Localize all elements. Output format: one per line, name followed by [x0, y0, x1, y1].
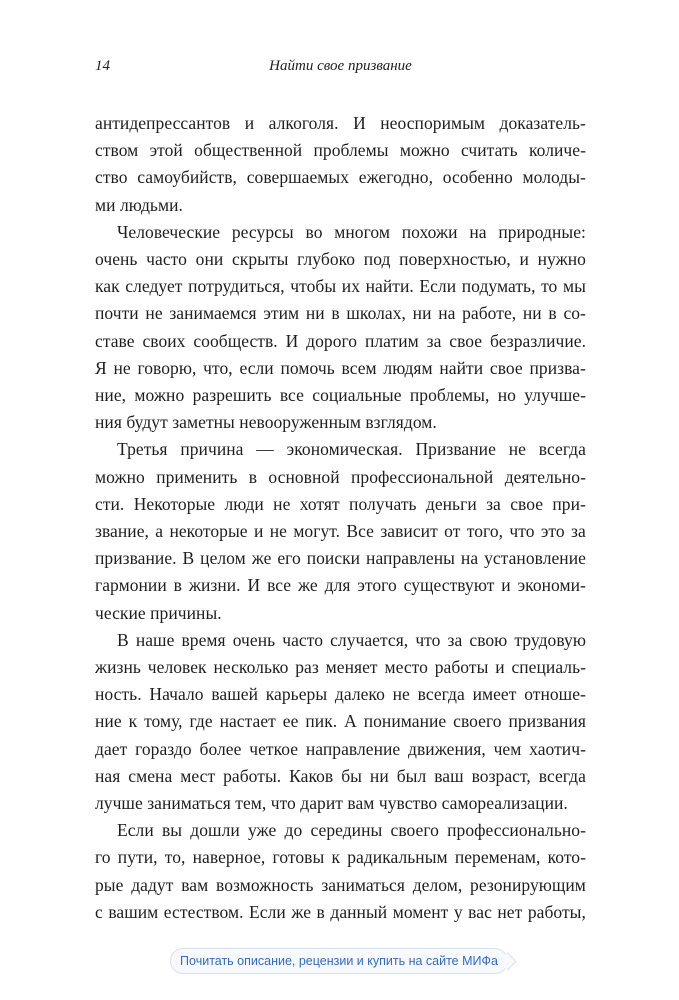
text-line: ми людьми.: [95, 194, 183, 215]
body-text: [95, 110, 586, 926]
text-line: го пути, то, наверное, готовы к радикальным переменам, кото-: [95, 847, 586, 868]
text-line: В наше время очень часто случается, что за свою трудовую: [117, 629, 586, 650]
buy-on-mif-link[interactable]: [170, 948, 508, 974]
page-number: 14: [95, 58, 110, 74]
text-line: с вашим естеством. Если же в данный момент у вас нет работы,: [95, 901, 586, 922]
paragraph: [95, 817, 586, 926]
text-line: антидепрессантов и алкоголя. И неоспоримым доказатель-: [95, 113, 586, 133]
text-line: ность. Начало вашей карьеры далеко не всегда имеет отноше-: [95, 684, 586, 705]
text-line: ставе своих сообществ. И дорого платим за свое безразличие.: [95, 330, 586, 351]
text-line: ние, можно разрешить все социальные проблемы, но улучше-: [95, 385, 586, 406]
text-line: Если вы дошли уже до середины своего профессионально-: [117, 820, 586, 841]
text-line: ческие причины.: [95, 602, 222, 623]
text-line: ство самоубийств, совершаемых ежегодно, особенно молоды-: [95, 167, 586, 188]
paragraph: [95, 110, 586, 219]
text-line: можно применить в основной профессиональной деятельно-: [95, 466, 586, 487]
text-line: ние к тому, где настает ее пик. А понимание своего призвания: [95, 711, 586, 732]
paragraph: [95, 627, 586, 817]
paragraph: [95, 219, 586, 437]
text-line: жизнь человек несколько раз меняет место работы и специаль-: [95, 657, 586, 678]
text-line: призвание. В целом же его поиски направлены на установление: [95, 548, 586, 569]
book-title: Найти свое призвание: [269, 58, 412, 74]
buy-on-mif-link-label: Почитать описание, рецензии и купить на сайте МИФа: [180, 954, 498, 968]
text-line: как следует потрудиться, чтобы их найти. Если подумать, то мы: [95, 276, 586, 297]
text-line: ния будут заметны невооруженным взглядом.: [95, 412, 437, 433]
text-line: гармонии в жизни. И все же для этого существуют и экономи-: [95, 575, 586, 596]
text-line: почти не занимаемся этим ни в школах, ни на работе, ни в со-: [95, 303, 586, 324]
text-line: звание, а некоторые и не могут. Все зависит от того, что это за: [95, 521, 586, 542]
text-line: сти. Некоторые люди не хотят получать деньги за свое при-: [95, 493, 586, 514]
running-head: [95, 58, 586, 82]
text-line: Я не говорю, что, если помочь всем людям найти свое призва-: [95, 357, 586, 378]
text-line: ная смена мест работы. Каков бы ни был ваш возраст, всегда: [95, 765, 586, 786]
text-line: дает гораздо более четкое направление движения, чем хаотич-: [95, 738, 586, 759]
text-line: ством этой общественной проблемы можно считать количе-: [95, 140, 586, 161]
text-line: Третья причина — экономическая. Призвание не всегда: [117, 439, 586, 460]
text-line: рые дадут вам возможность заниматься делом, резонирующим: [95, 874, 586, 895]
paragraph: [95, 436, 586, 626]
text-line: лучше заниматься тем, что дарит вам чувство самореализации.: [95, 793, 568, 814]
text-line: Человеческие ресурсы во многом похожи на природные:: [117, 221, 586, 242]
text-line: очень часто они скрыты глубоко под поверхностью, и нужно: [95, 249, 586, 270]
